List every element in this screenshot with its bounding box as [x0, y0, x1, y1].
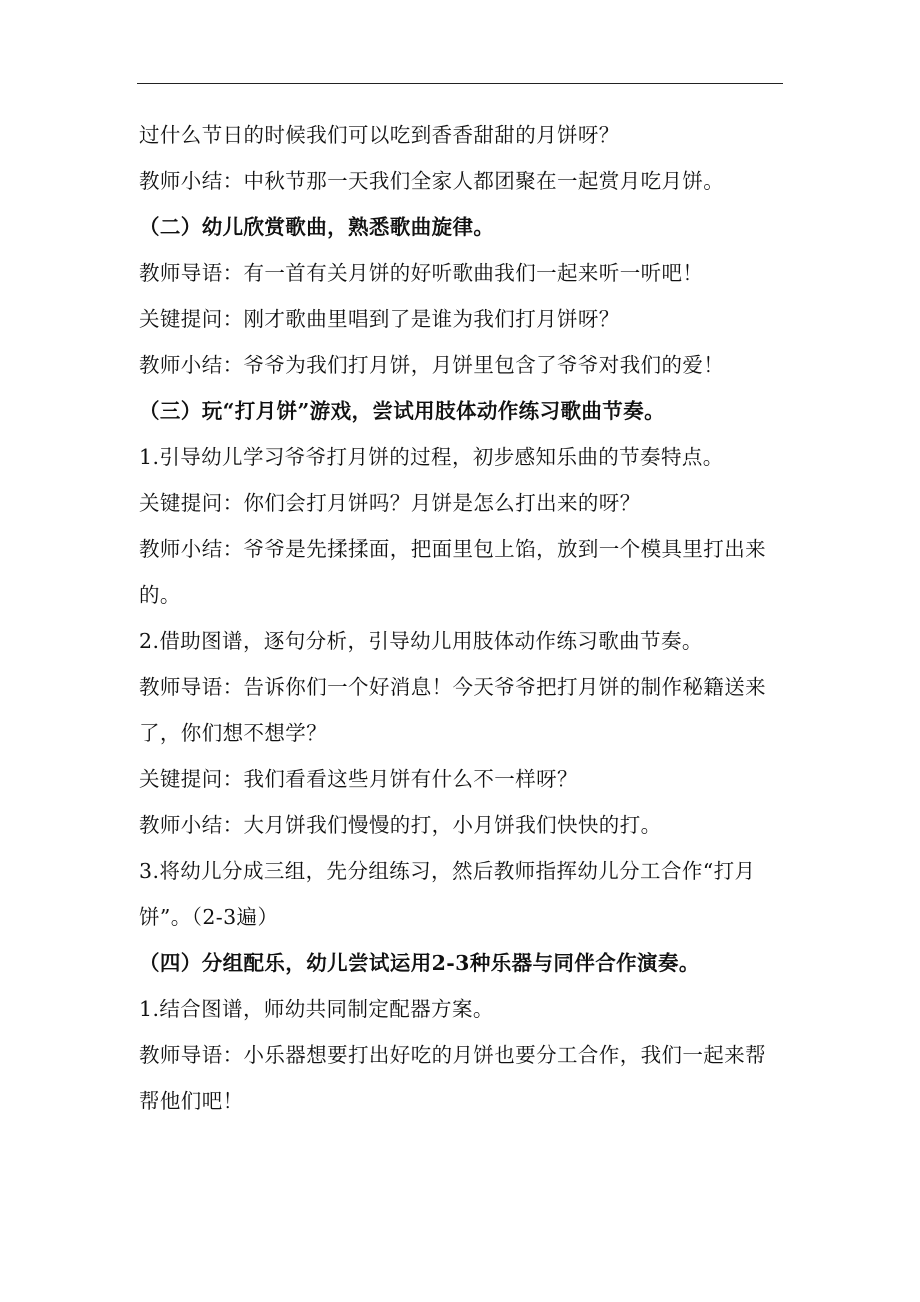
paragraph-line: 的。	[139, 583, 181, 607]
paragraph-line: 帮他们吧！	[139, 1089, 244, 1113]
document-body	[139, 112, 787, 1124]
section-heading: （二）幼儿欣赏歌曲，熟悉歌曲旋律。	[139, 215, 495, 239]
section-heading: （三）玩“打月饼”游戏，尝试用肢体动作练习歌曲节奏。	[139, 399, 665, 423]
paragraph-line: 教师小结：大月饼我们慢慢的打，小月饼我们快快的打。	[139, 813, 662, 837]
paragraph-line: 关键提问：你们会打月饼吗？月饼是怎么打出来的呀？	[139, 491, 641, 515]
paragraph-line: 了，你们想不想学？	[139, 721, 328, 745]
paragraph-line: 过什么节日的时候我们可以吃到香香甜甜的月饼呀？	[139, 123, 620, 147]
header-rule	[137, 83, 783, 84]
paragraph-line: 3.将幼儿分成三组，先分组练习，然后教师指挥幼儿分工合作“打月	[139, 859, 756, 883]
paragraph-line: 教师小结：中秋节那一天我们全家人都团聚在一起赏月吃月饼。	[139, 169, 725, 193]
paragraph-line: 教师导语：告诉你们一个好消息！今天爷爷把打月饼的制作秘籍送来	[139, 675, 766, 699]
paragraph-line: 1.引导幼儿学习爷爷打月饼的过程，初步感知乐曲的节奏特点。	[139, 445, 724, 469]
paragraph-line: 1.结合图谱，师幼共同制定配器方案。	[139, 997, 494, 1021]
paragraph-line: 教师小结：爷爷是先揉揉面，把面里包上馅，放到一个模具里打出来	[139, 537, 766, 561]
paragraph-line: 关键提问：我们看看这些月饼有什么不一样呀？	[139, 767, 578, 791]
paragraph-line: 关键提问：刚才歌曲里唱到了是谁为我们打月饼呀？	[139, 307, 620, 331]
paragraph-line: 教师导语：小乐器想要打出好吃的月饼也要分工合作，我们一起来帮	[139, 1043, 766, 1067]
paragraph-line: 教师小结：爷爷为我们打月饼，月饼里包含了爷爷对我们的爱！	[139, 353, 725, 377]
paragraph-line: 教师导语：有一首有关月饼的好听歌曲我们一起来听一听吧！	[139, 261, 704, 285]
paragraph-line: 饼”。（2-3遍）	[139, 905, 279, 929]
section-heading: （四）分组配乐，幼儿尝试运用2-3种乐器与同伴合作演奏。	[139, 951, 700, 975]
paragraph-line: 2.借助图谱，逐句分析，引导幼儿用肢体动作练习歌曲节奏。	[139, 629, 703, 653]
